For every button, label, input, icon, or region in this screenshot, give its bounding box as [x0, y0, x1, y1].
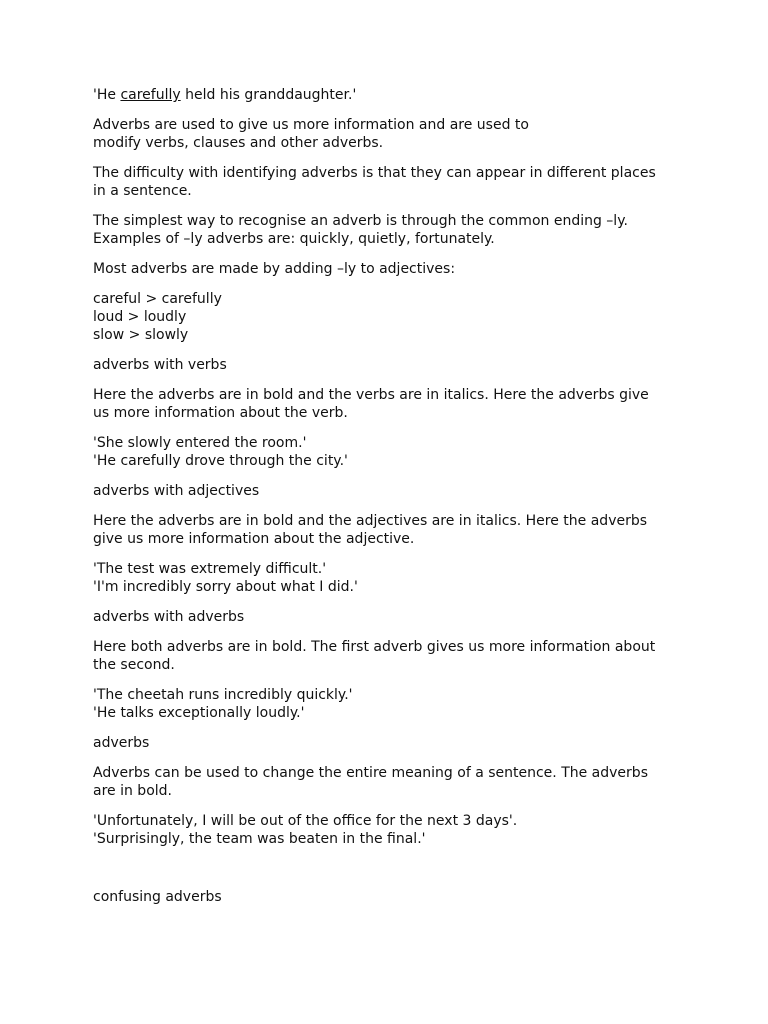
example-sentence-carefully	[93, 86, 683, 104]
pair-item: loud > loudly	[93, 309, 187, 325]
example-line: 'Surprisingly, the team was beaten in the final.'	[93, 831, 426, 847]
text-line: modify verbs, clauses and other adverbs.	[93, 135, 384, 151]
example-line: 'She slowly entered the room.'	[93, 435, 307, 451]
heading-adverbs-with-adjectives: adverbs with adjectives	[93, 483, 260, 499]
text-line: Examples of –ly adverbs are: quickly, quietly, fortunately.	[93, 231, 495, 247]
example-line: 'He talks exceptionally loudly.'	[93, 705, 305, 721]
paragraph-verbs-explanation	[93, 386, 683, 422]
underlined-adverb: carefully	[120, 87, 181, 103]
verb-examples	[93, 434, 683, 470]
paragraph-adverbs-explanation	[93, 638, 683, 674]
text-line: Adverbs are used to give us more information and are used to	[93, 117, 529, 133]
example-line: 'The cheetah runs incredibly quickly.'	[93, 687, 353, 703]
paragraph-adding-ly: Most adverbs are made by adding –ly to adjectives:	[93, 261, 456, 277]
text-line: Here the adverbs are in bold and the adjectives are in italics. Here the adverbs	[93, 513, 648, 529]
example-post: held his granddaughter.'	[180, 87, 357, 103]
adjective-adverb-pairs	[93, 290, 683, 344]
paragraph-difficulty	[93, 164, 683, 200]
example-line: 'He carefully drove through the city.'	[93, 453, 348, 469]
document-page	[93, 86, 683, 918]
paragraph-adverb-purpose	[93, 116, 683, 152]
text-line: us more information about the verb.	[93, 405, 348, 421]
text-line: Here both adverbs are in bold. The first adverb gives us more information about	[93, 639, 656, 655]
text-line: the second.	[93, 657, 175, 673]
text-line: Adverbs can be used to change the entire meaning of a sentence. The adverbs	[93, 765, 648, 781]
example-pre: 'He	[93, 87, 121, 103]
text-line: give us more information about the adjective.	[93, 531, 415, 547]
heading-adverbs-with-adverbs: adverbs with adverbs	[93, 609, 245, 625]
heading-adverbs: adverbs	[93, 735, 150, 751]
adverb-examples	[93, 686, 683, 722]
heading-adverbs-with-verbs: adverbs with verbs	[93, 357, 227, 373]
sentence-adverb-examples	[93, 812, 683, 848]
example-line: 'The test was extremely difficult.'	[93, 561, 327, 577]
text-line: in a sentence.	[93, 183, 192, 199]
paragraph-adjectives-explanation	[93, 512, 683, 548]
paragraph-sentence-meaning	[93, 764, 683, 800]
example-line: 'Unfortunately, I will be out of the office for the next 3 days'.	[93, 813, 518, 829]
text-line: The difficulty with identifying adverbs is that they can appear in different places	[93, 165, 656, 181]
example-line: 'I'm incredibly sorry about what I did.'	[93, 579, 358, 595]
blank-space	[93, 860, 683, 888]
text-line: are in bold.	[93, 783, 172, 799]
heading-confusing-adverbs: confusing adverbs	[93, 889, 222, 905]
text-line: The simplest way to recognise an adverb is through the common ending –ly.	[93, 213, 628, 229]
paragraph-ly-ending	[93, 212, 683, 248]
pair-item: slow > slowly	[93, 327, 189, 343]
adjective-examples	[93, 560, 683, 596]
pair-item: careful > carefully	[93, 291, 222, 307]
text-line: Here the adverbs are in bold and the verbs are in italics. Here the adverbs give	[93, 387, 649, 403]
